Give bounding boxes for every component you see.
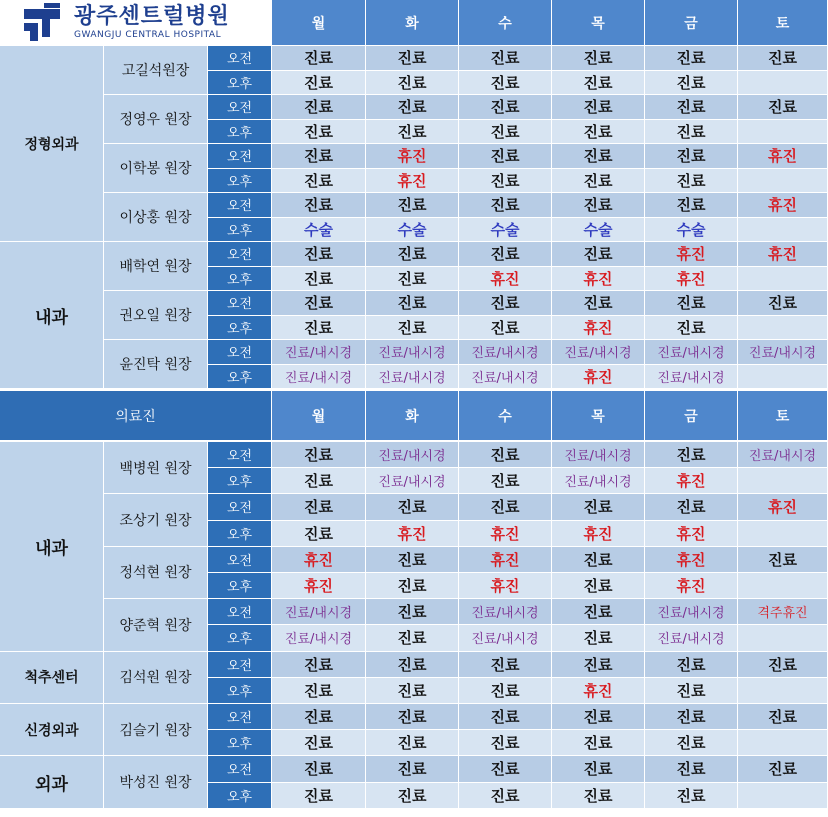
schedule-cell: 휴진 (459, 547, 551, 572)
schedule-cell (738, 218, 827, 242)
doctor-name: 이상홍 원장 (104, 193, 207, 241)
doctor-name: 양준혁 원장 (104, 599, 207, 650)
schedule-cell: 진료 (459, 95, 551, 119)
schedule-cell: 수술 (645, 218, 737, 242)
schedule-cell: 진료 (272, 783, 365, 808)
schedule-cell: 휴진 (645, 468, 737, 493)
top-day-header: 월 (272, 0, 365, 45)
schedule-cell: 진료 (272, 730, 365, 755)
period-label-pm: 오후 (208, 316, 271, 340)
schedule-cell: 진료 (366, 652, 458, 677)
hospital-name-en: GWANGJU CENTRAL HOSPITAL (74, 29, 222, 40)
period-label-pm: 오후 (208, 678, 271, 703)
schedule-cell: 진료 (459, 71, 551, 95)
schedule-cell: 진료 (366, 625, 458, 650)
doctor-name: 배학연 원장 (104, 242, 207, 290)
doctor-name: 정영우 원장 (104, 95, 207, 143)
schedule-cell: 진료 (552, 144, 644, 168)
schedule-cell: 진료 (552, 46, 644, 70)
schedule-cell: 진료 (272, 267, 365, 291)
hospital-logo (0, 0, 271, 45)
schedule-cell: 진료 (552, 291, 644, 315)
schedule-cell: 진료 (272, 494, 365, 519)
doctor-name: 정석현 원장 (104, 547, 207, 598)
schedule-cell: 휴진 (459, 573, 551, 598)
doctor-name: 백병원 원장 (104, 442, 207, 493)
period-label-pm: 오후 (208, 267, 271, 291)
period-label-pm: 오후 (208, 521, 271, 546)
schedule-cell: 진료 (738, 756, 827, 781)
schedule-cell (738, 120, 827, 144)
schedule-cell: 진료/내시경 (366, 340, 458, 364)
schedule-cell: 진료 (366, 193, 458, 217)
doctor-name: 이학봉 원장 (104, 144, 207, 192)
schedule-cell: 진료 (272, 120, 365, 144)
period-label-am: 오전 (208, 193, 271, 217)
schedule-cell: 진료 (459, 242, 551, 266)
schedule-cell: 진료 (645, 291, 737, 315)
schedule-cell: 진료 (366, 547, 458, 572)
schedule-cell: 진료/내시경 (272, 625, 365, 650)
period-label-am: 오전 (208, 442, 271, 467)
schedule-cell: 수술 (272, 218, 365, 242)
schedule-cell: 휴진 (272, 547, 365, 572)
schedule-cell: 휴진 (645, 573, 737, 598)
schedule-cell: 진료 (738, 652, 827, 677)
schedule-cell: 진료 (366, 120, 458, 144)
schedule-cell: 진료 (459, 704, 551, 729)
period-label-pm: 오후 (208, 468, 271, 493)
period-label-pm: 오후 (208, 365, 271, 389)
schedule-cell: 격주휴진 (738, 599, 827, 624)
schedule-cell: 진료 (272, 756, 365, 781)
schedule-cell: 휴진 (738, 144, 827, 168)
schedule-cell: 진료 (366, 599, 458, 624)
department-label: 내과 (0, 242, 103, 388)
schedule-cell (738, 365, 827, 389)
department-label: 척추센터 (0, 652, 103, 703)
schedule-cell: 진료 (645, 442, 737, 467)
schedule-cell: 진료/내시경 (459, 365, 551, 389)
period-label-am: 오전 (208, 704, 271, 729)
period-label-am: 오전 (208, 144, 271, 168)
schedule-cell: 진료 (645, 46, 737, 70)
schedule-cell: 진료 (272, 316, 365, 340)
schedule-cell: 진료 (738, 291, 827, 315)
top-day-header: 토 (738, 0, 827, 45)
schedule-cell: 진료 (552, 494, 644, 519)
schedule-cell: 진료 (552, 730, 644, 755)
schedule-cell: 진료/내시경 (366, 442, 458, 467)
middle-day-header: 수 (459, 391, 551, 440)
schedule-cell: 진료 (366, 704, 458, 729)
schedule-cell: 진료/내시경 (645, 365, 737, 389)
schedule-cell: 휴진 (645, 521, 737, 546)
schedule-cell: 진료 (738, 46, 827, 70)
schedule-cell: 진료 (645, 169, 737, 193)
logo-text (74, 3, 230, 40)
schedule-cell: 진료 (459, 169, 551, 193)
schedule-cell: 진료 (366, 783, 458, 808)
schedule-cell: 진료/내시경 (645, 599, 737, 624)
schedule-cell: 진료 (272, 71, 365, 95)
schedule-cell: 진료 (366, 730, 458, 755)
schedule-cell: 진료 (645, 144, 737, 168)
doctor-name: 조상기 원장 (104, 494, 207, 545)
schedule-cell: 진료 (552, 95, 644, 119)
schedule-cell: 진료 (459, 442, 551, 467)
schedule-cell: 진료 (459, 730, 551, 755)
schedule-cell: 진료/내시경 (459, 625, 551, 650)
schedule-cell: 진료/내시경 (272, 340, 365, 364)
schedule-cell: 진료 (272, 291, 365, 315)
department-label: 정형외과 (0, 46, 103, 241)
schedule-cell: 진료 (552, 573, 644, 598)
doctor-name: 고길석원장 (104, 46, 207, 94)
middle-day-header: 화 (366, 391, 458, 440)
schedule-cell: 진료 (459, 144, 551, 168)
staff-band-label: 의료진 (0, 391, 271, 440)
schedule-cell: 휴진 (738, 494, 827, 519)
top-day-header: 금 (645, 0, 737, 45)
schedule-cell: 진료 (272, 442, 365, 467)
schedule-cell: 수술 (459, 218, 551, 242)
period-label-am: 오전 (208, 340, 271, 364)
schedule-cell: 진료 (552, 169, 644, 193)
middle-day-header: 목 (552, 391, 644, 440)
hospital-cross-logo-icon (20, 3, 64, 43)
schedule-cell: 진료 (459, 783, 551, 808)
schedule-cell: 휴진 (366, 521, 458, 546)
schedule-cell: 진료 (272, 521, 365, 546)
department-label: 내과 (0, 442, 103, 651)
schedule-cell: 진료/내시경 (459, 340, 551, 364)
schedule-cell: 휴진 (738, 242, 827, 266)
schedule-cell: 휴진 (366, 169, 458, 193)
schedule-cell: 진료 (272, 46, 365, 70)
schedule-cell: 진료 (366, 71, 458, 95)
schedule-cell: 진료 (272, 169, 365, 193)
schedule-cell: 진료 (366, 494, 458, 519)
period-label-am: 오전 (208, 95, 271, 119)
schedule-cell: 진료 (366, 316, 458, 340)
doctor-name: 김석원 원장 (104, 652, 207, 703)
schedule-cell: 진료 (738, 547, 827, 572)
period-label-am: 오전 (208, 599, 271, 624)
schedule-cell (738, 468, 827, 493)
schedule-cell: 진료 (645, 193, 737, 217)
department-label: 신경외과 (0, 704, 103, 755)
schedule-cell: 진료 (645, 494, 737, 519)
schedule-cell: 진료 (272, 468, 365, 493)
schedule-cell: 진료/내시경 (366, 468, 458, 493)
schedule-cell: 휴진 (366, 144, 458, 168)
schedule-cell: 진료 (552, 242, 644, 266)
schedule-cell: 진료 (645, 652, 737, 677)
schedule-cell: 진료 (459, 193, 551, 217)
schedule-cell: 진료/내시경 (272, 365, 365, 389)
schedule-cell: 진료 (552, 783, 644, 808)
doctor-name: 윤진탁 원장 (104, 340, 207, 388)
schedule-cell: 진료 (552, 704, 644, 729)
schedule-cell: 휴진 (645, 547, 737, 572)
schedule-cell: 진료 (645, 730, 737, 755)
schedule-cell: 진료/내시경 (645, 625, 737, 650)
schedule-cell: 진료 (366, 242, 458, 266)
schedule-cell: 진료 (366, 267, 458, 291)
schedule-cell: 진료/내시경 (552, 442, 644, 467)
schedule-cell: 진료 (552, 71, 644, 95)
doctor-name: 김슬기 원장 (104, 704, 207, 755)
top-day-header: 수 (459, 0, 551, 45)
schedule-cell: 진료 (459, 494, 551, 519)
middle-day-header: 월 (272, 391, 365, 440)
schedule-cell: 진료/내시경 (738, 442, 827, 467)
doctor-name: 권오일 원장 (104, 291, 207, 339)
schedule-cell: 진료 (738, 704, 827, 729)
schedule-cell (738, 316, 827, 340)
schedule-cell: 진료 (366, 756, 458, 781)
schedule-cell: 휴진 (552, 521, 644, 546)
schedule-cell: 진료 (459, 678, 551, 703)
schedule-cell (738, 730, 827, 755)
schedule-cell: 진료 (459, 468, 551, 493)
period-label-am: 오전 (208, 547, 271, 572)
schedule-cell: 진료/내시경 (272, 599, 365, 624)
schedule-cell: 진료 (645, 756, 737, 781)
schedule-cell: 진료/내시경 (459, 599, 551, 624)
schedule-cell: 휴진 (645, 242, 737, 266)
period-label-am: 오전 (208, 242, 271, 266)
schedule-cell: 수술 (366, 218, 458, 242)
schedule-cell: 진료 (552, 599, 644, 624)
schedule-cell: 진료 (552, 547, 644, 572)
top-day-header: 화 (366, 0, 458, 45)
schedule-cell: 진료/내시경 (552, 340, 644, 364)
middle-day-header: 금 (645, 391, 737, 440)
schedule-cell (738, 678, 827, 703)
period-label-pm: 오후 (208, 573, 271, 598)
schedule-cell: 진료 (645, 704, 737, 729)
schedule-cell: 진료 (272, 95, 365, 119)
schedule-cell: 휴진 (552, 316, 644, 340)
doctor-name: 박성진 원장 (104, 756, 207, 807)
schedule-cell (738, 71, 827, 95)
schedule-cell: 진료 (459, 652, 551, 677)
schedule-cell: 진료 (645, 120, 737, 144)
schedule-cell: 휴진 (552, 678, 644, 703)
schedule-cell: 진료/내시경 (738, 340, 827, 364)
period-label-pm: 오후 (208, 169, 271, 193)
schedule-cell: 진료/내시경 (366, 365, 458, 389)
schedule-cell: 휴진 (645, 267, 737, 291)
schedule-cell (738, 625, 827, 650)
schedule-cell: 진료 (645, 783, 737, 808)
schedule-cell: 진료 (645, 316, 737, 340)
schedule-cell: 휴진 (552, 365, 644, 389)
schedule-cell: 진료/내시경 (552, 468, 644, 493)
schedule-cell (738, 573, 827, 598)
schedule-cell: 진료 (738, 95, 827, 119)
schedule-cell (738, 521, 827, 546)
period-label-pm: 오후 (208, 625, 271, 650)
schedule-cell: 진료 (366, 573, 458, 598)
period-label-pm: 오후 (208, 71, 271, 95)
schedule-cell: 진료/내시경 (645, 340, 737, 364)
schedule-cell: 진료 (552, 120, 644, 144)
schedule-cell: 진료 (366, 678, 458, 703)
period-label-am: 오전 (208, 46, 271, 70)
schedule-cell: 진료 (272, 704, 365, 729)
period-label-pm: 오후 (208, 730, 271, 755)
period-label-pm: 오후 (208, 783, 271, 808)
middle-day-header: 토 (738, 391, 827, 440)
schedule-cell (738, 783, 827, 808)
schedule-cell: 수술 (552, 218, 644, 242)
period-label-am: 오전 (208, 756, 271, 781)
period-label-am: 오전 (208, 652, 271, 677)
schedule-cell: 진료 (552, 652, 644, 677)
schedule-cell: 진료 (459, 756, 551, 781)
schedule-cell: 진료 (272, 144, 365, 168)
schedule-cell: 진료 (645, 678, 737, 703)
schedule-cell: 진료 (552, 625, 644, 650)
schedule-cell (738, 267, 827, 291)
schedule-cell: 진료 (459, 291, 551, 315)
schedule-cell: 휴진 (459, 267, 551, 291)
schedule-cell: 진료 (645, 71, 737, 95)
schedule-cell: 진료 (366, 95, 458, 119)
period-label-am: 오전 (208, 494, 271, 519)
period-label-pm: 오후 (208, 218, 271, 242)
schedule-cell: 진료 (459, 120, 551, 144)
schedule-cell: 진료 (459, 316, 551, 340)
schedule-cell: 진료 (552, 756, 644, 781)
schedule-cell: 휴진 (738, 193, 827, 217)
schedule-cell: 진료 (272, 242, 365, 266)
period-label-am: 오전 (208, 291, 271, 315)
schedule-cell: 진료 (366, 291, 458, 315)
schedule-cell: 진료 (645, 95, 737, 119)
schedule-cell: 진료 (552, 193, 644, 217)
period-label-pm: 오후 (208, 120, 271, 144)
schedule-cell: 진료 (366, 46, 458, 70)
schedule-cell: 휴진 (459, 521, 551, 546)
schedule-cell (738, 169, 827, 193)
department-label: 외과 (0, 756, 103, 807)
schedule-cell: 휴진 (272, 573, 365, 598)
hospital-name: 광주센트럴병원 (74, 3, 230, 29)
schedule-cell: 휴진 (552, 267, 644, 291)
schedule-cell: 진료 (272, 678, 365, 703)
schedule-cell: 진료 (272, 652, 365, 677)
schedule-cell: 진료 (459, 46, 551, 70)
top-day-header: 목 (552, 0, 644, 45)
schedule-cell: 진료 (272, 193, 365, 217)
